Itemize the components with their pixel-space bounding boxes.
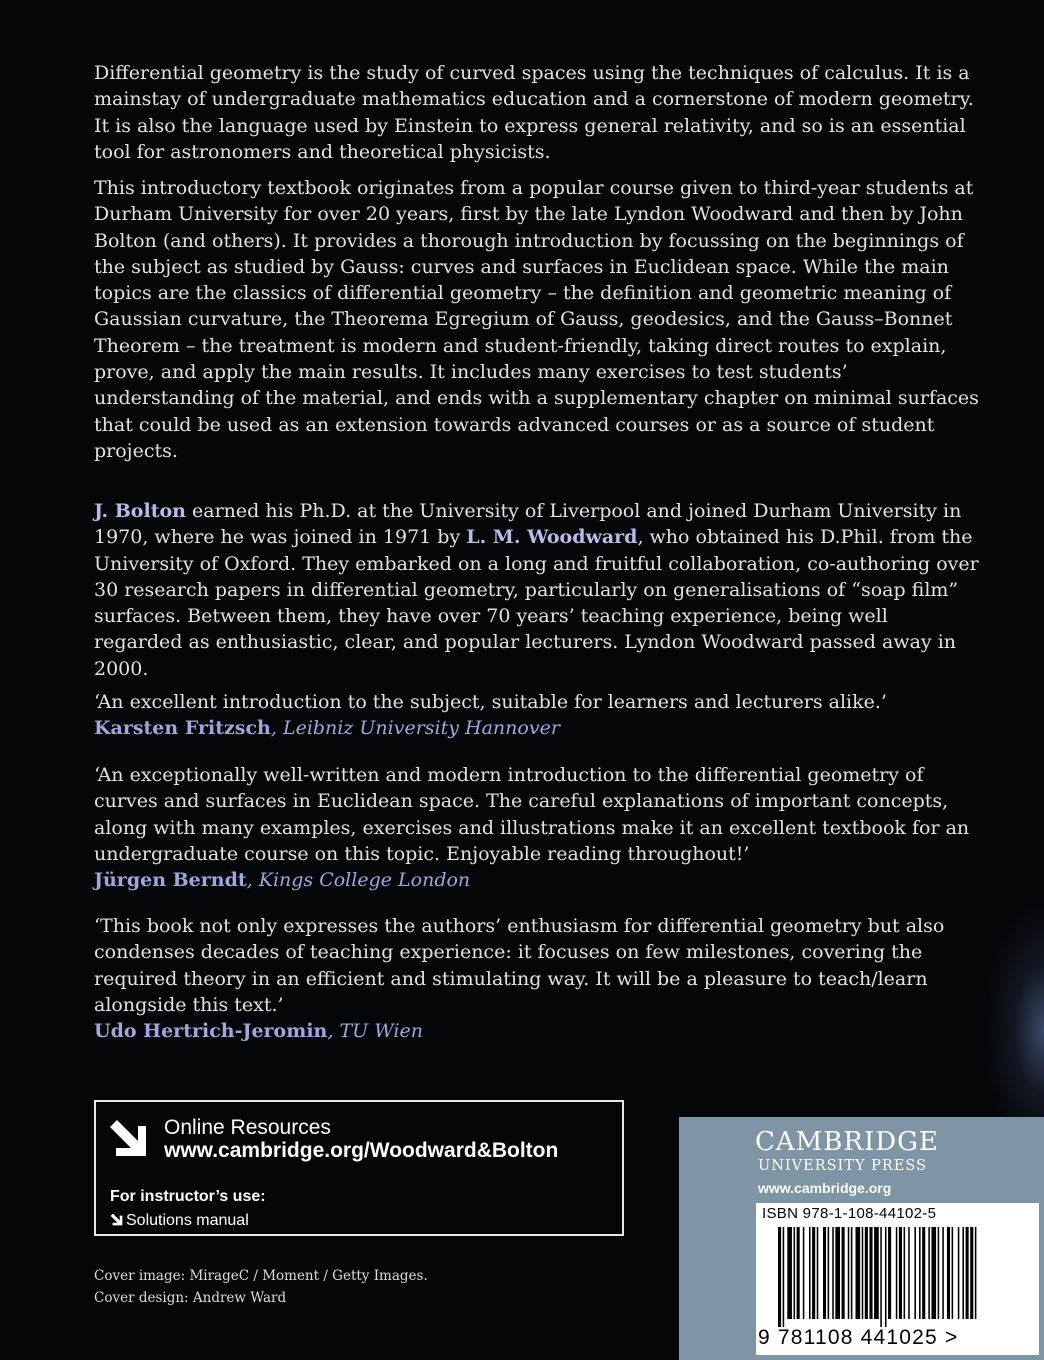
cover-design-credit: Cover design: Andrew Ward — [94, 1290, 287, 1306]
publisher-name: CAMBRIDGE — [755, 1127, 939, 1157]
small-arrow-icon — [110, 1213, 123, 1226]
barcode-box — [756, 1203, 1039, 1355]
review-quote-1 — [94, 689, 982, 742]
barcode-bar — [862, 1227, 864, 1319]
barcode-bar — [783, 1227, 785, 1327]
barcode-bar — [970, 1227, 973, 1319]
reviewer-name: Karsten Fritzsch — [94, 717, 271, 740]
reviewer-name: Udo Hertrich-Jeromin — [94, 1020, 328, 1043]
barcode-bar — [856, 1227, 861, 1319]
barcode-bar — [958, 1227, 960, 1319]
barcode-bar — [848, 1227, 850, 1319]
barcode-bar — [832, 1227, 834, 1319]
barcode-bar — [896, 1227, 898, 1319]
barcode-bar — [835, 1227, 840, 1319]
publisher-url[interactable]: www.cambridge.org — [758, 1180, 892, 1196]
description-text-1: Differential geometry is the study of curved spaces using the techniques of calculus. It is a mainstay of undergraduate mathematics education and a cornerstone of modern geometry. It is also the language used by Einstein to express general relativity, and so is an essential tool for astronomers and theoretical physicists. — [94, 62, 974, 163]
online-resources-title: Online Resources — [164, 1116, 331, 1139]
author-bio-text-2: , who obtained his D.Phil. from the University of Oxford. They embarked on a long and fruitful collaboration, co-authoring over 30 research papers in differential geometry, particularly on generalisations of “soap film” surfaces. Between them, they have over 70 years’ teaching experience, being well regarded as enthusiastic, clear, and popular lecturers. Lyndon Woodward passed away in 2000. — [94, 526, 979, 680]
online-resources-url[interactable]: www.cambridge.org/Woodward&Bolton — [164, 1139, 559, 1162]
description-paragraph-1 — [94, 60, 982, 165]
barcode-bar — [975, 1227, 977, 1319]
barcode-bar — [869, 1227, 872, 1319]
barcode-bar — [809, 1227, 811, 1319]
online-resources-box — [94, 1100, 624, 1236]
instructor-label: For instructor’s use: — [110, 1188, 266, 1205]
reviewer-sep: , — [270, 717, 283, 740]
barcode-bar — [962, 1227, 964, 1319]
author-bio-text-1: earned his Ph.D. at the University of Liverpool and joined Durham University in 1970, where he was joined in 1971 by — [94, 500, 962, 549]
barcode-bar — [817, 1227, 819, 1319]
barcode-bar — [828, 1227, 830, 1319]
review-quote-2 — [94, 762, 982, 893]
review-quote-3 — [94, 913, 982, 1044]
barcode-bar — [778, 1227, 781, 1327]
barcode-bar — [904, 1227, 906, 1319]
quote-text: ‘An exceptionally well-written and modern introduction to the differential geometry of curves and surfaces in Euclidean space. The careful explanations of important concepts, along with many examples, exercises and illustrations make it an excellent textbook for an undergraduate course on this topic. Enjoyable reading throughout!’ — [94, 764, 970, 865]
author-name-bolton: J. Bolton — [94, 500, 186, 522]
barcode-bar — [942, 1227, 944, 1319]
barcode-bar — [952, 1227, 954, 1319]
cover-image-credit: Cover image: MirageC / Moment / Getty Images. — [94, 1268, 428, 1284]
barcode-bar — [874, 1227, 879, 1319]
barcode-bar — [797, 1227, 800, 1319]
barcode-bar — [880, 1227, 882, 1327]
instructor-item — [110, 1212, 249, 1230]
isbn-text: ISBN 978-1-108-44102-5 — [762, 1205, 937, 1222]
barcode-bar — [919, 1227, 921, 1319]
barcode-bar — [865, 1227, 868, 1319]
authors-bio — [94, 498, 982, 682]
description-paragraph-2 — [94, 175, 982, 464]
barcode-bar — [842, 1227, 845, 1319]
barcode-bar — [966, 1227, 969, 1319]
publisher-press: UNIVERSITY PRESS — [758, 1158, 927, 1174]
description-text-2: This introductory textbook originates from a popular course given to third-year students at Durham University for over 20 years, first by the late Lyndon Woodward and then by John Bolton (and others). It provides a thorough introduction by focussing on the beginnings of the subject as studied by Gauss: curves and surfaces in Euclidean space. While the main topics are the classics of differential geometry – the definition and geometric meaning of Gaussian curvature, the Theorema Egregium of Gauss, geodesics, and the Gauss–Bonnet Theorem – the treatment is modern and student-friendly, taking direct routes to explain, prove, and apply the main results. It includes many exercises to test students’ understanding of the material, and ends with a supplementary chapter on minimal surfaces that could be used as an extension towards advanced courses or as a source of student projects. — [94, 177, 979, 462]
author-name-woodward: L. M. Woodward — [466, 526, 638, 549]
arrow-down-right-icon — [108, 1118, 148, 1158]
barcode-bar — [931, 1227, 936, 1319]
reviewer-name: Jürgen Berndt — [94, 869, 247, 892]
quote-text: ‘An excellent introduction to the subject, suitable for learners and lecturers alike.’ — [94, 691, 887, 713]
barcode-bar — [823, 1227, 826, 1319]
barcode-bar — [899, 1227, 902, 1319]
barcode-bar — [922, 1227, 925, 1319]
reviewer-institution: TU Wien — [339, 1020, 423, 1043]
barcode-bar — [812, 1227, 815, 1319]
publisher-panel — [679, 1117, 1044, 1360]
barcode-bar — [914, 1227, 916, 1319]
solutions-manual-label: Solutions manual — [126, 1212, 249, 1229]
barcode-bar — [938, 1227, 940, 1319]
barcode-bar — [928, 1227, 930, 1319]
barcode-bar — [851, 1227, 853, 1319]
barcode-number: 9 781108 441025 > — [758, 1326, 959, 1349]
barcode-bar — [787, 1227, 792, 1319]
barcode-bar — [888, 1227, 891, 1319]
reviewer-sep: , — [327, 1020, 340, 1043]
quote-text: ‘This book not only expresses the authors’ enthusiasm for differential geometry but also condenses decades of teaching experience: it focuses on few milestones, covering the required theory in an efficient and stimulating way. It will be a pleasure to teach/learn alongside this text.’ — [94, 915, 945, 1016]
reviewer-institution: Kings College London — [258, 869, 471, 892]
cover-credits — [94, 1265, 428, 1309]
reviewer-institution: Leibniz University Hannover — [282, 717, 560, 740]
barcode-graphic — [756, 1227, 1039, 1327]
barcode-bar — [885, 1227, 887, 1327]
barcode-bar — [947, 1227, 950, 1319]
barcode-bar — [803, 1227, 805, 1319]
barcode-bar — [794, 1227, 796, 1319]
barcode-bar — [908, 1227, 910, 1319]
reviewer-sep: , — [246, 869, 259, 892]
